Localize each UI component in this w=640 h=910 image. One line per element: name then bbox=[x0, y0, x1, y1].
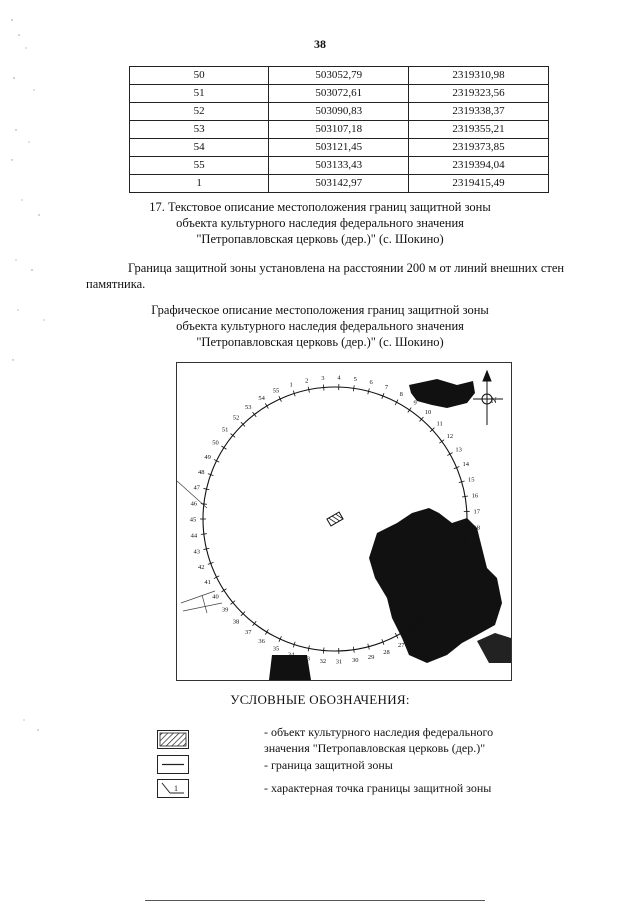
boundary-point-label: 8 bbox=[400, 391, 403, 398]
boundary-point-label: 52 bbox=[233, 415, 240, 422]
boundary-point-label: 29 bbox=[368, 654, 375, 661]
boundary-point-label: 18 bbox=[474, 525, 481, 532]
boundary-point-label: 11 bbox=[436, 420, 442, 427]
boundary-point-marker bbox=[323, 648, 324, 654]
table-cell: 51 bbox=[130, 85, 269, 103]
boundary-point-label: 44 bbox=[191, 533, 198, 540]
boundary-point-label: 4 bbox=[337, 375, 341, 382]
boundary-point-label: 9 bbox=[414, 399, 417, 406]
table-cell: 52 bbox=[130, 103, 269, 121]
table-cell: 54 bbox=[130, 139, 269, 157]
table-cell: 503090,83 bbox=[269, 103, 409, 121]
boundary-point-label: 2 bbox=[305, 377, 308, 384]
dark-area-top-right bbox=[409, 379, 475, 408]
table-cell: 503107,18 bbox=[269, 121, 409, 139]
graphic-heading-line1: Графическое описание местоположения границ защитной зоны bbox=[0, 302, 640, 318]
section17-title-line1: 17. Текстовое описание местоположения границ защитной зоны bbox=[0, 199, 640, 215]
boundary-point-label: 55 bbox=[273, 387, 280, 394]
footer-rule bbox=[145, 900, 485, 901]
boundary-point-label: 47 bbox=[193, 484, 200, 491]
table-cell: 2319394,04 bbox=[409, 157, 549, 175]
boundary-line2: памятника. bbox=[86, 277, 145, 291]
boundary-point-label: 50 bbox=[212, 440, 219, 447]
boundary-point-marker bbox=[353, 385, 354, 391]
table-cell: 2319323,56 bbox=[409, 85, 549, 103]
table-cell: 55 bbox=[130, 157, 269, 175]
boundary-point-marker bbox=[201, 534, 207, 535]
boundary-point-marker bbox=[353, 647, 354, 653]
table-row bbox=[130, 103, 549, 121]
boundary-point-label: 1 bbox=[289, 381, 292, 388]
boundary-point-label: 30 bbox=[352, 657, 359, 664]
table-cell: 2319415,49 bbox=[409, 175, 549, 193]
boundary-point-label: 23 bbox=[447, 600, 454, 607]
boundary-point-label: 19 bbox=[472, 541, 479, 548]
boundary-point-label: 13 bbox=[455, 447, 462, 454]
table-row bbox=[130, 139, 549, 157]
boundary-point-label: 42 bbox=[198, 564, 205, 571]
boundary-point-label: 12 bbox=[447, 433, 454, 440]
legend-symbol-boundary-point bbox=[157, 779, 189, 798]
legend-symbol-heritage-object bbox=[157, 730, 189, 749]
boundary-point-label: 41 bbox=[204, 579, 211, 586]
boundary-point-label: 37 bbox=[245, 629, 252, 636]
boundary-point-label: 10 bbox=[425, 409, 432, 416]
graphic-heading-line2: объекта культурного наследия федерального значения bbox=[0, 318, 640, 334]
boundary-point-marker bbox=[201, 504, 207, 505]
boundary-point-label: 46 bbox=[191, 500, 198, 507]
section17-title-line2: объекта культурного наследия федерального значения bbox=[0, 215, 640, 231]
boundary-point-label: 53 bbox=[245, 404, 252, 411]
boundary-point-label: 51 bbox=[222, 427, 229, 434]
boundary-point-marker bbox=[221, 446, 226, 449]
boundary-point-label: 28 bbox=[383, 649, 390, 656]
dark-area-bottom-right bbox=[477, 633, 511, 663]
boundary-point-label: 6 bbox=[369, 379, 373, 386]
protection-zone-map bbox=[176, 362, 512, 681]
scan-margin-noise bbox=[4, 0, 54, 905]
boundary-point-label: 45 bbox=[190, 517, 197, 524]
boundary-point-label: 43 bbox=[193, 549, 200, 556]
boundary-point-label: 5 bbox=[354, 376, 357, 383]
legend-item1-line1: - объект культурного наследия федерального bbox=[264, 724, 493, 740]
legend-item2: - граница защитной зоны bbox=[264, 757, 393, 773]
boundary-point-label: 34 bbox=[288, 652, 295, 659]
boundary-point-marker bbox=[408, 408, 411, 413]
boundary-point-label: 32 bbox=[320, 658, 327, 665]
table-row bbox=[130, 67, 549, 85]
boundary-point-label: 15 bbox=[468, 476, 475, 483]
boundary-point-marker bbox=[462, 496, 468, 497]
table-row bbox=[130, 157, 549, 175]
boundary-point-label: 20 bbox=[468, 557, 475, 564]
legend-title: УСЛОВНЫЕ ОБОЗНАЧЕНИЯ: bbox=[0, 692, 640, 708]
table-cell: 1 bbox=[130, 175, 269, 193]
boundary-point-label: 16 bbox=[472, 492, 479, 499]
boundary-point-label: 36 bbox=[258, 638, 265, 645]
boundary-point-label: 49 bbox=[204, 454, 211, 461]
table-cell: 503133,43 bbox=[269, 157, 409, 175]
table-cell: 2319338,37 bbox=[409, 103, 549, 121]
north-arrow-icon bbox=[473, 371, 503, 425]
legend-item1-line2: значения "Петропавловская церковь (дер.)" bbox=[264, 740, 485, 756]
table-row bbox=[130, 121, 549, 139]
table-cell: 503142,97 bbox=[269, 175, 409, 193]
boundary-point-label: 38 bbox=[233, 618, 240, 625]
table-cell: 50 bbox=[130, 67, 269, 85]
boundary-point-marker bbox=[439, 440, 444, 444]
table-cell: 503121,45 bbox=[269, 139, 409, 157]
boundary-point-label: 25 bbox=[425, 624, 432, 631]
table-cell: 503072,61 bbox=[269, 85, 409, 103]
boundary-point-label: 48 bbox=[198, 469, 205, 476]
boundary-point-label: 54 bbox=[258, 395, 265, 402]
legend-item3: - характерная точка границы защитной зоны bbox=[264, 780, 491, 796]
boundary-point-marker bbox=[323, 384, 324, 390]
table-row bbox=[130, 85, 549, 103]
boundary-point-label: 24 bbox=[436, 613, 443, 620]
boundary-point-label: 7 bbox=[385, 384, 389, 391]
boundary-point-label: 27 bbox=[398, 642, 405, 649]
boundary-point-label: 40 bbox=[212, 593, 219, 600]
boundary-point-label: 31 bbox=[336, 658, 343, 665]
boundary-point-label: 35 bbox=[273, 646, 280, 653]
compass-label: N bbox=[491, 396, 497, 405]
table-cell: 2319355,21 bbox=[409, 121, 549, 139]
table-cell: 2319373,85 bbox=[409, 139, 549, 157]
table-cell: 53 bbox=[130, 121, 269, 139]
legend-symbol-zone-boundary bbox=[157, 755, 189, 774]
coordinates-table bbox=[129, 66, 549, 193]
boundary-point-label: 21 bbox=[463, 572, 470, 579]
boundary-point-label: 39 bbox=[222, 606, 229, 613]
boundary-point-marker bbox=[265, 403, 268, 408]
section17-title-line3: "Петропавловская церковь (дер.)" (с. Шокино) bbox=[0, 231, 640, 247]
table-cell: 503052,79 bbox=[269, 67, 409, 85]
table-row bbox=[130, 175, 549, 193]
boundary-point-label: 33 bbox=[304, 656, 311, 663]
page-number: 38 bbox=[0, 37, 640, 52]
table-cell: 2319310,98 bbox=[409, 67, 549, 85]
boundary-point-label: 22 bbox=[455, 586, 462, 593]
graphic-heading-line3: "Петропавловская церковь (дер.)" (с. Шокино) bbox=[0, 334, 640, 350]
boundary-line1: Граница защитной зоны установлена на расстоянии 200 м от линий внешних стен bbox=[128, 261, 564, 275]
boundary-point-marker bbox=[221, 589, 226, 592]
boundary-point-label: 26 bbox=[412, 634, 419, 641]
legend-point-symbol-label: 1 bbox=[174, 784, 178, 793]
boundary-point-marker bbox=[265, 629, 268, 634]
church-object-marker bbox=[327, 512, 343, 526]
boundary-point-label: 14 bbox=[463, 461, 470, 468]
boundary-point-label: 17 bbox=[474, 508, 481, 515]
boundary-paragraph bbox=[86, 260, 591, 292]
boundary-point-label: 3 bbox=[321, 375, 324, 382]
